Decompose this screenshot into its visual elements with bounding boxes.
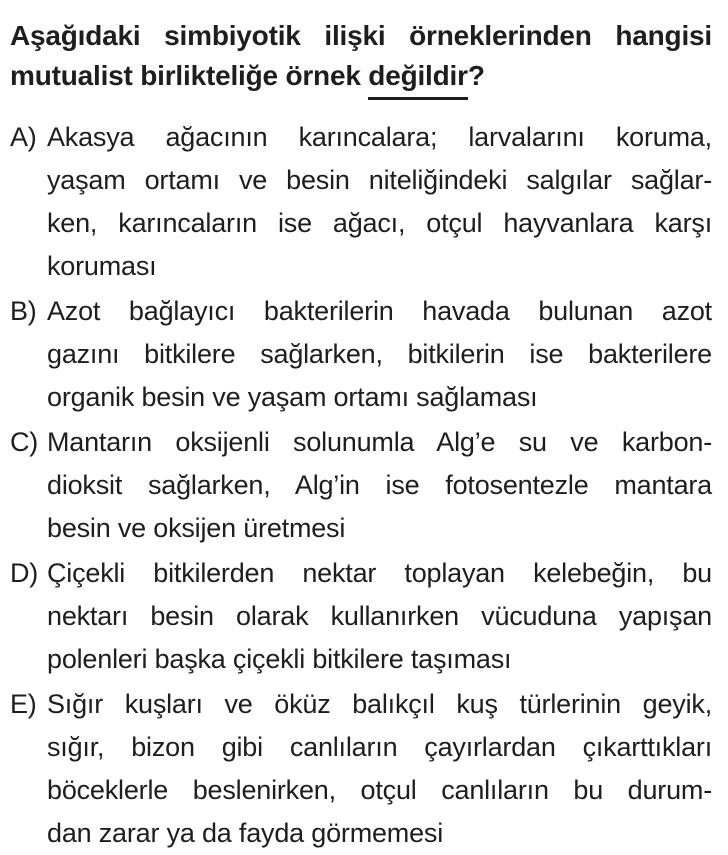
option-letter: E) — [10, 689, 37, 719]
underlined-word: değildir — [368, 56, 468, 100]
option-text-line: Azot bağlayıcı bakterilerin havada bulunan azot — [47, 296, 712, 326]
options-list — [10, 116, 712, 855]
option-letter: A) — [10, 122, 37, 152]
option-letter: B) — [10, 296, 37, 326]
option-text — [47, 552, 712, 681]
option-text-line: dan zarar ya da fayda görmemesi — [47, 818, 444, 848]
option-text-line: organik besin ve yaşam ortamı sağlaması — [47, 382, 538, 412]
question-mark: ? — [467, 60, 485, 91]
option-text-line: gazını bitkilere sağlarken, bitkilerin ise bakterilere — [47, 339, 712, 369]
option-text-line: Çiçekli bitkilerden nektar toplayan kelebeğin, bu — [47, 558, 712, 588]
answer-option — [10, 290, 712, 419]
option-letter: C) — [10, 427, 39, 457]
option-text-line: Akasya ağacının karıncalara; larvalarını koruma, — [47, 122, 712, 152]
option-text-line: böceklerle beslenirken, otçul canlıların bu durum- — [47, 775, 712, 805]
option-text-line: Sığır kuşları ve öküz balıkçıl kuş türlerinin geyik, — [47, 689, 712, 719]
option-text-line: Mantarın oksijenli solunumla Alg’e su ve karbon- — [47, 427, 712, 457]
option-text-line: besin ve oksijen üretmesi — [47, 513, 346, 543]
option-text-line: sığır, bizon gibi canlıların çayırlardan çıkarttıkları — [47, 732, 712, 762]
option-text — [47, 290, 712, 419]
option-text-line: nektarı besin olarak kullanırken vücuduna yapışan — [47, 601, 712, 631]
answer-option — [10, 421, 712, 550]
option-text — [47, 421, 712, 550]
option-text-line: ken, karıncaların ise ağacı, otçul hayvanlara karşı — [47, 208, 712, 238]
option-text-line: koruması — [47, 251, 157, 281]
question-stem — [10, 16, 712, 100]
option-text-line: yaşam ortamı ve besin niteliğindeki salgılar sağlar- — [47, 165, 712, 195]
answer-option — [10, 683, 712, 855]
question-line-2-text: mutualist birlikteliğe örnek — [10, 60, 369, 91]
question-line-1: Aşağıdaki simbiyotik ilişki örneklerinden hangisi — [10, 20, 712, 51]
option-letter: D) — [10, 558, 39, 588]
option-text — [47, 683, 712, 855]
question-line-2 — [10, 56, 712, 100]
answer-option — [10, 552, 712, 681]
option-text-line: polenleri başka çiçekli bitkilere taşıması — [47, 644, 512, 674]
option-text-line: dioksit sağlarken, Alg’in ise fotosentezle mantara — [47, 470, 712, 500]
option-text — [47, 116, 712, 288]
answer-option — [10, 116, 712, 288]
